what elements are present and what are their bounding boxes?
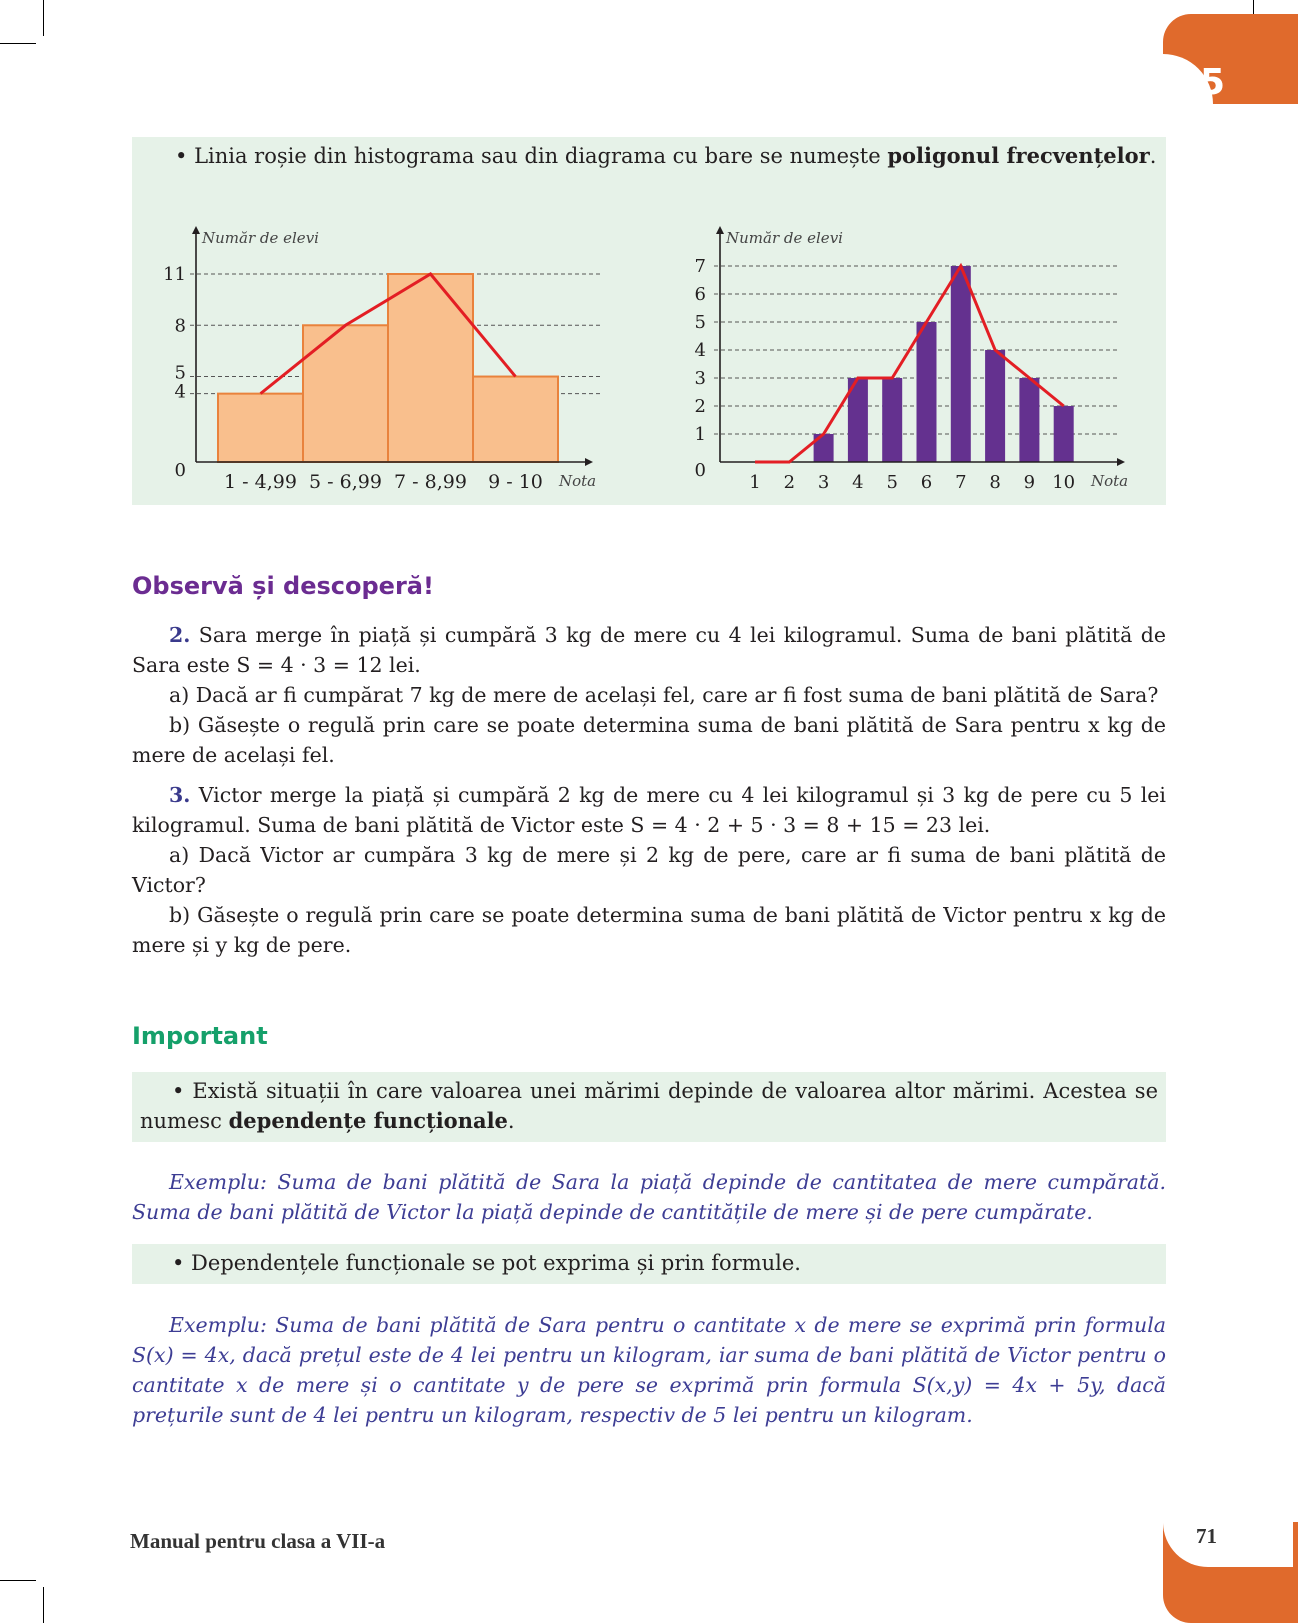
x-tick-label: 5 - 6,99 bbox=[309, 471, 382, 493]
x-axis-arrow bbox=[585, 458, 593, 466]
chapter-tab bbox=[1163, 14, 1298, 104]
x-tick-label: 5 bbox=[886, 472, 898, 493]
important-text-1: • Există situații în care valoarea unei mărimi depinde de valoarea altor mărimi. Acestea se numesc dependențe funcționale. bbox=[140, 1079, 1158, 1133]
y-tick-label: 1 bbox=[694, 424, 706, 445]
bar bbox=[1019, 378, 1039, 462]
histogram-chart bbox=[160, 222, 610, 502]
bar-chart bbox=[680, 222, 1130, 502]
exercise-block bbox=[132, 620, 1166, 960]
y-tick-label: 11 bbox=[163, 264, 186, 285]
example-1: Exemplu: Suma de bani plătită de Sara la piață depinde de cantitatea de mere cumpărată. Suma de bani plătită de Victor la piață depinde de cantitățile de mere și de pere cumpărate. bbox=[132, 1170, 1166, 1224]
y-tick-label: 0 bbox=[174, 460, 186, 481]
y-axis-label: Număr de elevi bbox=[726, 229, 843, 247]
y-tick-label: 5 bbox=[694, 312, 706, 333]
example-2: Exemplu: Suma de bani plătită de Sara pentru o cantitate x de mere se exprimă prin formula S(x) = 4x, dacă prețul este de 4 lei pentru un kilogram, iar suma de bani plătită de Victor pentru o cantitate x de mere și o cantitate y de pere se exprimă prin formula S(x,y) = 4x + 5y, dacă prețurile sunt de 4 lei pentru un kilogram, respectiv de 5 lei pentru un kilogram. bbox=[132, 1313, 1166, 1427]
y-axis-label: Număr de elevi bbox=[202, 229, 319, 247]
x-axis-label: Nota bbox=[559, 472, 597, 490]
x-tick-label: 7 bbox=[955, 472, 967, 493]
exercise-3b: b) Găsește o regulă prin care se poate determina suma de bani plătită de Victor pentru x kg de mere și y kg de pere. bbox=[132, 903, 1166, 957]
crop-mark bbox=[0, 1580, 36, 1581]
crop-mark bbox=[43, 0, 44, 36]
y-tick-label: 4 bbox=[174, 381, 186, 403]
exercise-3a: a) Dacă Victor ar cumpăra 3 kg de mere și 2 kg de pere, care ar fi suma de bani plătită de Victor? bbox=[132, 843, 1166, 897]
x-tick-label: 6 bbox=[920, 472, 933, 493]
bar bbox=[1054, 406, 1074, 462]
exercise-3: 3. Victor merge la piață și cumpără 2 kg de mere cu 4 lei kilogramul și 3 kg de pere cu 5 lei kilogramul. Suma de bani plătită de Victor este S = 4 · 2 + 5 · 3 = 8 + 15 = 23 lei. bbox=[132, 783, 1166, 837]
bar bbox=[882, 378, 902, 462]
y-tick-label: 8 bbox=[174, 315, 186, 337]
x-tick-label: 8 bbox=[989, 472, 1001, 493]
chapter-number: 5 bbox=[1200, 62, 1226, 103]
x-tick-label: 1 bbox=[749, 472, 761, 493]
bar bbox=[985, 350, 1005, 462]
x-tick-label: 1 - 4,99 bbox=[224, 471, 297, 493]
x-tick-label: 10 bbox=[1052, 472, 1076, 493]
x-axis-arrow bbox=[1117, 458, 1125, 466]
footer-tab bbox=[1163, 1522, 1298, 1623]
y-tick-label: 3 bbox=[694, 368, 706, 389]
crop-mark bbox=[43, 1587, 44, 1623]
x-tick-label: 2 bbox=[783, 472, 796, 493]
histogram-bar bbox=[473, 377, 558, 462]
exercise-2a: a) Dacă ar fi cumpărat 7 kg de mere de același fel, care ar fi fost suma de bani plătită de Sara? bbox=[169, 683, 1159, 707]
frequency-polygon bbox=[755, 266, 1064, 462]
bar bbox=[917, 322, 937, 462]
page-number: 71 bbox=[1196, 1524, 1217, 1548]
term-bold: poligonul frecvențelor bbox=[887, 143, 1150, 168]
section-heading-observa: Observă și descoperă! bbox=[132, 572, 434, 600]
important-text-2: • Dependențele funcționale se pot exprima și prin formule. bbox=[172, 1251, 801, 1275]
x-axis-label: Nota bbox=[1091, 472, 1129, 490]
histogram-bar bbox=[303, 325, 388, 462]
exercise-2: 2. Sara merge în piață și cumpără 3 kg de mere cu 4 lei kilogramul. Suma de bani plătită de Sara este S = 4 · 3 = 12 lei. bbox=[132, 623, 1166, 677]
x-tick-label: 4 bbox=[852, 472, 864, 493]
x-tick-label: 7 - 8,99 bbox=[394, 471, 467, 493]
y-tick-label: 5 bbox=[174, 362, 186, 384]
definition-text: • Linia roșie din histograma sau din diagrama cu bare se numește poligonul frecvențelor. bbox=[175, 143, 1157, 168]
y-tick-label: 2 bbox=[694, 396, 706, 417]
y-axis-arrow bbox=[716, 226, 724, 234]
histogram-bar bbox=[388, 274, 473, 462]
x-tick-label: 9 bbox=[1023, 472, 1036, 493]
crop-mark bbox=[0, 43, 36, 44]
y-tick-label: 7 bbox=[694, 256, 706, 277]
y-axis-arrow bbox=[192, 226, 200, 234]
bullet: • bbox=[175, 144, 188, 168]
y-tick-label: 6 bbox=[694, 284, 706, 305]
x-tick-label: 3 bbox=[817, 472, 830, 493]
exercise-2b: b) Găsește o regulă prin care se poate determina suma de bani plătită de Sara pentru x kg de mere de același fel. bbox=[132, 713, 1166, 767]
book-title: Manual pentru clasa a VII-a bbox=[130, 1529, 386, 1553]
histogram-bar bbox=[218, 394, 303, 462]
x-tick-label: 9 - 10 bbox=[488, 471, 543, 493]
section-heading-important: Important bbox=[132, 1022, 268, 1050]
bar bbox=[951, 266, 971, 462]
y-tick-label: 0 bbox=[694, 460, 706, 481]
y-tick-label: 4 bbox=[694, 340, 706, 361]
term-bold: dependențe funcționale bbox=[228, 1108, 508, 1133]
